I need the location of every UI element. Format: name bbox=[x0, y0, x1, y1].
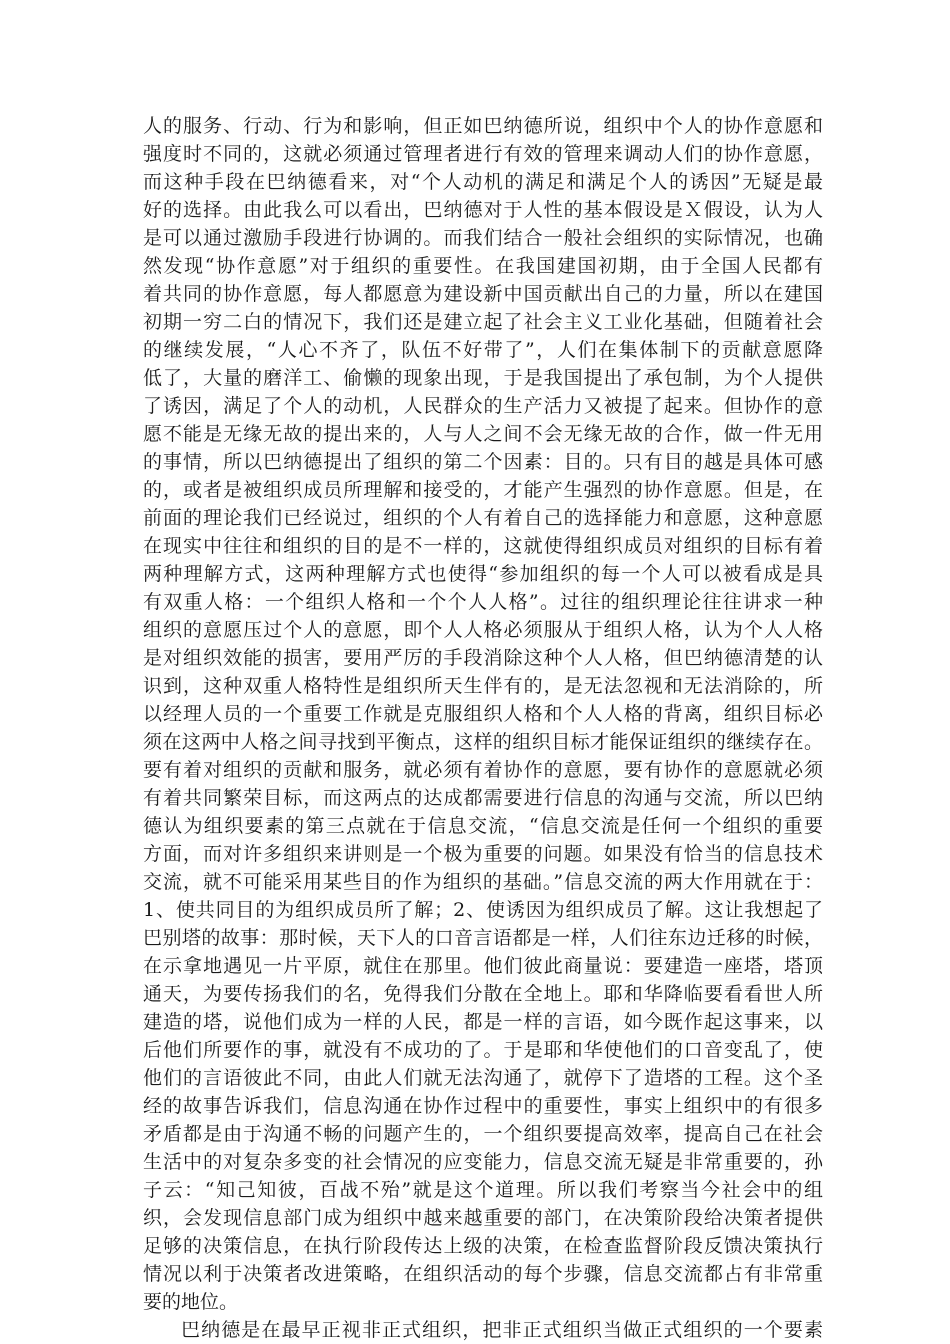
text-line: 足够的决策信息，在执行阶段传达上级的决策，在检查监督阶段反馈决策执行 bbox=[143, 1235, 823, 1257]
text-line: 巴别塔的故事：那时候，天下人的口音言语都是一样，人们往东边迁移的时候， bbox=[143, 927, 823, 949]
text-line: 两种理解方式，这两种理解方式也使得“参加组织的每一个人可以被看成是具 bbox=[143, 563, 823, 585]
text-line: 在示拿地遇见一片平原，就住在那里。他们彼此商量说：要建造一座塔，塔顶 bbox=[143, 955, 823, 977]
text-line: 经的故事告诉我们，信息沟通在协作过程中的重要性，事实上组织中的有很多 bbox=[143, 1095, 823, 1117]
text-line: 以经理人员的一个重要工作就是克服组织人格和个人人格的背离，组织目标必 bbox=[143, 703, 823, 725]
text-line: 初期一穷二白的情况下，我们还是建立起了社会主义工业化基础，但随着社会 bbox=[143, 311, 823, 333]
text-line: 识到，这种双重人格特性是组织所天生伴有的，是无法忽视和无法消除的，所 bbox=[143, 675, 823, 697]
text-line: 要的地位。 bbox=[143, 1291, 239, 1313]
text-line: 矛盾都是由于沟通不畅的问题产生的，一个组织要提高效率，提高自己在社会 bbox=[143, 1123, 823, 1145]
text-line: 建造的塔，说他们成为一样的人民，都是一样的言语，如今既作起这事来，以 bbox=[143, 1011, 823, 1033]
text-line: 好的选择。由此我么可以看出，巴纳德对于人性的基本假设是Ｘ假设，认为人 bbox=[143, 199, 823, 221]
text-line: 强度时不同的，这就必须通过管理者进行有效的管理来调动人们的协作意愿， bbox=[143, 143, 823, 165]
text-line: 而这种手段在巴纳德看来，对“个人动机的满足和满足个人的诱因”无疑是最 bbox=[143, 171, 823, 193]
text-line: 通天，为要传扬我们的名，免得我们分散在全地上。耶和华降临要看看世人所 bbox=[143, 983, 823, 1005]
text-line: 组织的意愿压过个人的意愿，即个人人格必须服从于组织人格，认为个人人格 bbox=[143, 619, 823, 641]
text-line: 着共同的协作意愿，每人都愿意为建设新中国贡献出自己的力量，所以在建国 bbox=[143, 283, 823, 305]
text-line: 了诱因，满足了个人的动机，人民群众的生产活力又被提了起来。但协作的意 bbox=[143, 395, 823, 417]
text-line: 须在这两中人格之间寻找到平衡点，这样的组织目标才能保证组织的继续存在。 bbox=[143, 731, 823, 753]
text-line: 然发现“协作意愿”对于组织的重要性。在我国建国初期，由于全国人民都有 bbox=[143, 255, 823, 277]
text-line: 有着共同繁荣目标，而这两点的达成都需要进行信息的沟通与交流，所以巴纳 bbox=[143, 787, 823, 809]
text-line: 人的服务、行动、行为和影响，但正如巴纳德所说，组织中个人的协作意愿和 bbox=[143, 115, 823, 137]
text-line: 德认为组织要素的第三点就在于信息交流，“信息交流是任何一个组织的重要 bbox=[143, 815, 823, 837]
text-line: 有双重人格：一个组织人格和一个个人人格”。过往的组织理论往往讲求一种 bbox=[143, 591, 823, 613]
paragraph-start-line: 巴纳德是在最早正视非正式组织，把非正式组织当做正式组织的一个要素 bbox=[181, 1319, 823, 1341]
text-line: 情况以利于决策者改进策略，在组织活动的每个步骤，信息交流都占有非常重 bbox=[143, 1263, 823, 1285]
text-line: 的继续发展，“人心不齐了，队伍不好带了”，人们在集体制下的贡献意愿降 bbox=[143, 339, 823, 361]
text-line: 的，或者是被组织成员所理解和接受的，才能产生强烈的协作意愿。但是，在 bbox=[143, 479, 823, 501]
text-line: 后他们所要作的事，就没有不成功的了。于是耶和华使他们的口音变乱了，使 bbox=[143, 1039, 823, 1061]
text-line: 要有着对组织的贡献和服务，就必须有着协作的意愿，要有协作的意愿就必须 bbox=[143, 759, 823, 781]
text-line: 低了，大量的磨洋工、偷懒的现象出现，于是我国提出了承包制，为个人提供 bbox=[143, 367, 823, 389]
text-line: 生活中的对复杂多变的社会情况的应变能力，信息交流无疑是非常重要的，孙 bbox=[143, 1151, 823, 1173]
text-line: 织，会发现信息部门成为组织中越来越重要的部门，在决策阶段给决策者提供 bbox=[143, 1207, 823, 1229]
text-line: 1、使共同目的为组织成员所了解；2、使诱因为组织成员了解。这让我想起了 bbox=[143, 899, 823, 921]
text-line: 在现实中往往和组织的目的是不一样的，这就使得组织成员对组织的目标有着 bbox=[143, 535, 823, 557]
text-line: 是对组织效能的损害，要用严厉的手段消除这种个人人格，但巴纳德清楚的认 bbox=[143, 647, 823, 669]
text-line: 愿不能是无缘无故的提出来的，人与人之间不会无缘无故的合作，做一件无用 bbox=[143, 423, 823, 445]
body-text bbox=[143, 112, 823, 1344]
text-line: 是可以通过激励手段进行协调的。而我们结合一般社会组织的实际情况，也确 bbox=[143, 227, 823, 249]
text-line: 子云：“知己知彼，百战不殆”就是这个道理。所以我们考察当今社会中的组 bbox=[143, 1179, 823, 1201]
text-line: 交流，就不可能采用某些目的作为组织的基础。”信息交流的两大作用就在于： bbox=[143, 871, 823, 893]
text-line: 他们的言语彼此不同，由此人们就无法沟通了，就停下了造塔的工程。这个圣 bbox=[143, 1067, 823, 1089]
text-line: 方面，而对许多组织来讲则是一个极为重要的问题。如果没有恰当的信息技术 bbox=[143, 843, 823, 865]
text-line: 前面的理论我们已经说过，组织的个人有着自己的选择能力和意愿，这种意愿 bbox=[143, 507, 823, 529]
text-line: 的事情，所以巴纳德提出了组织的第二个因素：目的。只有目的越是具体可感 bbox=[143, 451, 823, 473]
